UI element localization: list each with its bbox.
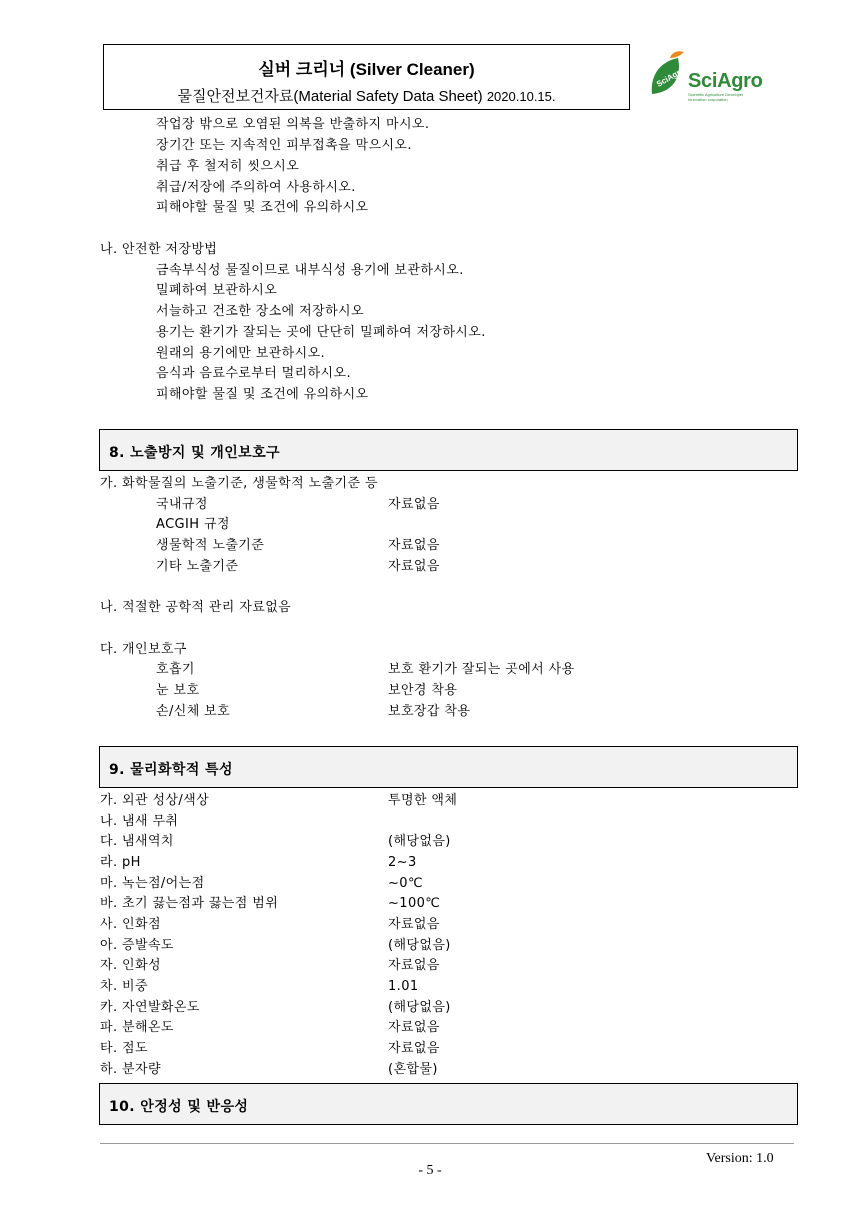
page-number: - 5 - bbox=[418, 1163, 442, 1178]
logo-wordmark: SciAgro bbox=[688, 70, 763, 92]
product-title: 실버 크리너 (Silver Cleaner) bbox=[258, 60, 475, 79]
property-label: 하. 분자량 bbox=[100, 1062, 161, 1077]
section-8-title: 8. 노출방지 및 개인보호구 bbox=[109, 445, 280, 461]
property-value: 자료없음 bbox=[388, 958, 440, 973]
storage-line: 금속부식성 물질이므로 내부식성 용기에 보관하시오. bbox=[156, 263, 464, 278]
version-label: Version: 1.0 bbox=[706, 1151, 774, 1166]
exposure-heading: 가. 화학물질의 노출기준, 생물학적 노출기준 등 bbox=[100, 476, 378, 491]
property-label: 카. 자연발화온도 bbox=[100, 1000, 200, 1015]
document-title-box bbox=[103, 44, 630, 110]
msds-label: 물질안전보건자료(Material Safety Data Sheet) bbox=[177, 88, 483, 105]
storage-line: 용기는 환기가 잘되는 곳에 단단히 밀폐하여 저장하시오. bbox=[156, 325, 486, 340]
leaf-logo-icon bbox=[648, 48, 688, 104]
property-label: 다. 냄새역치 bbox=[100, 834, 174, 849]
property-value: (해당없음) bbox=[388, 834, 451, 849]
property-label: 파. 분해온도 bbox=[100, 1020, 174, 1035]
ppe-label: 눈 보호 bbox=[156, 683, 200, 698]
property-value: 자료없음 bbox=[388, 917, 440, 932]
property-label: 바. 초기 끓는점과 끓는점 범위 bbox=[100, 896, 279, 911]
sciagro-logo bbox=[648, 48, 780, 104]
property-value: (혼합물) bbox=[388, 1062, 438, 1077]
property-value: (해당없음) bbox=[388, 938, 451, 953]
storage-line: 음식과 음료수로부터 멀리하시오. bbox=[156, 366, 352, 381]
logo-tagline-line2: Innovation corporation bbox=[688, 97, 728, 102]
revision-date: 2020.10.15. bbox=[486, 89, 556, 104]
storage-line: 서늘하고 건조한 장소에 저장하시오 bbox=[156, 304, 364, 319]
handling-line: 취급 후 철저히 씻으시오 bbox=[156, 159, 300, 174]
section-10-header bbox=[99, 1083, 798, 1125]
storage-line: 원래의 용기에만 보관하시오. bbox=[156, 346, 326, 361]
storage-heading: 나. 안전한 저장방법 bbox=[100, 242, 218, 257]
property-label: 마. 녹는점/어는점 bbox=[100, 876, 205, 891]
property-label: 아. 증발속도 bbox=[100, 938, 174, 953]
property-value: 자료없음 bbox=[388, 1020, 440, 1035]
property-value: (해당없음) bbox=[388, 1000, 451, 1015]
storage-line: 피해야할 물질 및 조건에 유의하시오 bbox=[156, 387, 369, 402]
property-value: 2~3 bbox=[388, 855, 417, 870]
exposure-label: ACGIH 규정 bbox=[156, 517, 230, 532]
handling-line: 취급/저장에 주의하여 사용하시오. bbox=[156, 180, 356, 195]
section-10-title: 10. 안정성 및 반응성 bbox=[109, 1099, 249, 1115]
property-label: 사. 인화점 bbox=[100, 917, 161, 932]
property-label: 라. pH bbox=[100, 855, 141, 870]
property-value: 자료없음 bbox=[388, 1041, 440, 1056]
property-label: 자. 인화성 bbox=[100, 958, 161, 973]
ppe-value: 보안경 착용 bbox=[388, 683, 458, 698]
section-9-header bbox=[99, 746, 798, 788]
exposure-label: 국내규정 bbox=[156, 497, 208, 512]
ppe-value: 보호 환기가 잘되는 곳에서 사용 bbox=[388, 662, 575, 677]
property-label: 차. 비중 bbox=[100, 979, 148, 994]
exposure-value: 자료없음 bbox=[388, 497, 440, 512]
property-value: 1.01 bbox=[388, 979, 419, 994]
handling-line: 피해야할 물질 및 조건에 유의하시오 bbox=[156, 200, 369, 215]
logo-tagline-line1: Scientific Agriculture Developer bbox=[688, 92, 744, 97]
exposure-value: 자료없음 bbox=[388, 559, 440, 574]
document-subtitle bbox=[104, 85, 629, 106]
ppe-value: 보호장갑 착용 bbox=[388, 704, 471, 719]
logo-leaf-text: SciAgro bbox=[654, 65, 687, 89]
property-label: 타. 점도 bbox=[100, 1041, 148, 1056]
ppe-label: 호흡기 bbox=[156, 662, 195, 677]
handling-line: 장기간 또는 지속적인 피부접촉을 막으시오. bbox=[156, 138, 412, 153]
footer-divider bbox=[100, 1143, 794, 1144]
property-label: 가. 외관 성상/색상 bbox=[100, 793, 210, 808]
handling-line: 작업장 밖으로 오염된 의복을 반출하지 마시오. bbox=[156, 117, 430, 132]
section-8-header bbox=[99, 429, 798, 471]
storage-line: 밀폐하여 보관하시오 bbox=[156, 283, 278, 298]
section-9-title: 9. 물리화학적 특성 bbox=[109, 762, 233, 778]
exposure-value: 자료없음 bbox=[388, 538, 440, 553]
property-value: 투명한 액체 bbox=[388, 793, 458, 808]
exposure-label: 기타 노출기준 bbox=[156, 559, 239, 574]
property-label: 나. 냄새 무취 bbox=[100, 814, 179, 829]
property-value: ~0℃ bbox=[388, 876, 423, 891]
exposure-label: 생물학적 노출기준 bbox=[156, 538, 265, 553]
property-value: ~100℃ bbox=[388, 896, 441, 911]
logo-tagline bbox=[688, 92, 743, 102]
ppe-label: 손/신체 보호 bbox=[156, 704, 231, 719]
ppe-heading: 다. 개인보호구 bbox=[100, 642, 187, 657]
engineering-controls: 나. 적절한 공학적 관리 자료없음 bbox=[100, 600, 292, 615]
